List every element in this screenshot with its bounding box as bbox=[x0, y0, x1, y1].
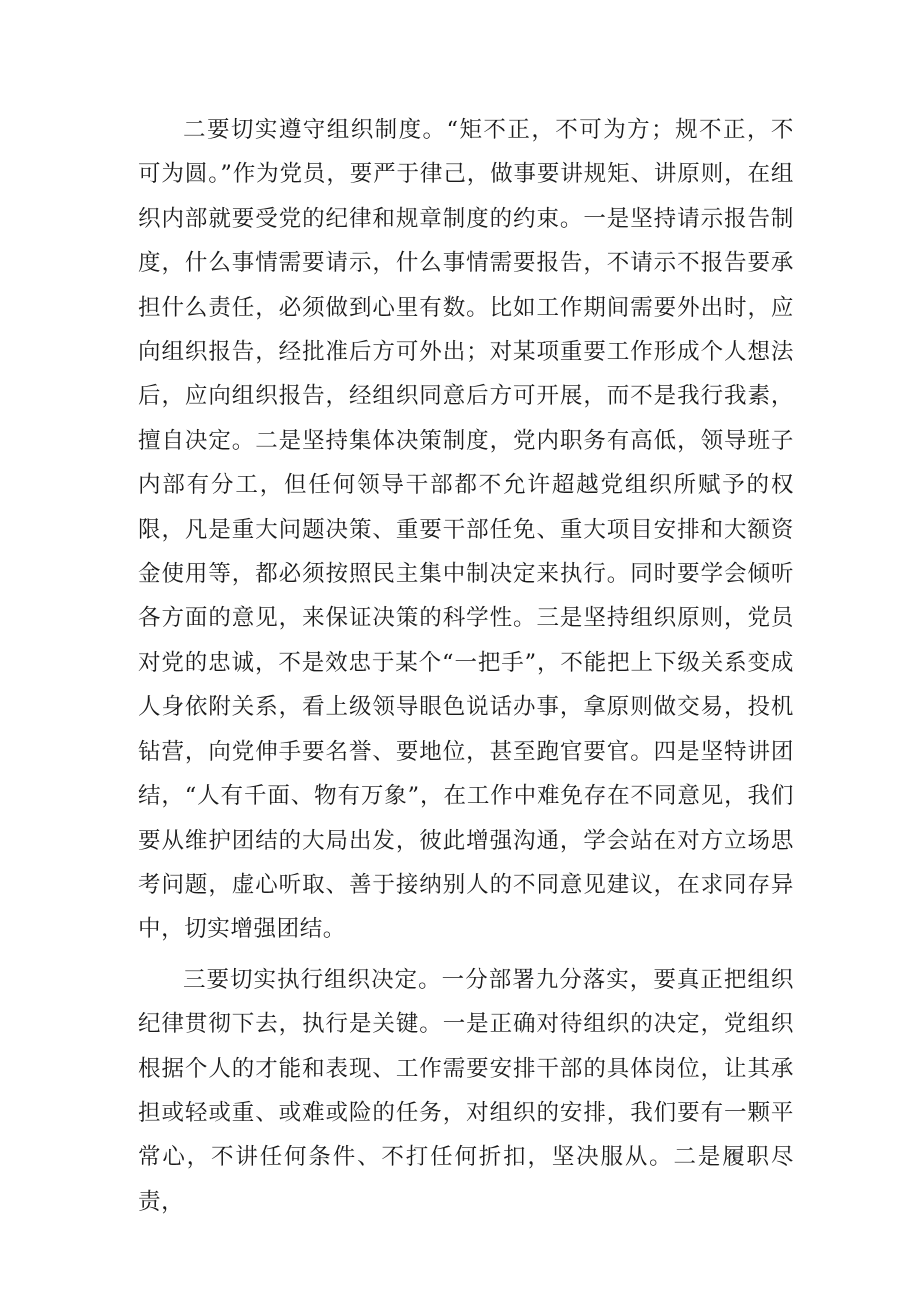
paragraph-organization-system: 二要切实遵守组织制度。“矩不正，不可为方；规不正，不可为圆。”作为党员，要严于律己，做事要讲规矩、讲原则，在组织内部就要受党的纪律和规章制度的约束。一是坚持请示报告制度，什么事情需要请示，什么事情需要报告，不请示不报告要承担什么责任，必须做到心里有数。比如工作期间需要外出时，应向组织报告，经批准后方可外出；对某项重要工作形成个人想法后，应向组织报告，经组织同意后方可开展，而不是我行我素，擅自决定。二是坚持集体决策制度，党内职务有高低，领导班子内部有分工，但任何领导干部都不允许超越党组织所赋予的权限，凡是重大问题决策、重要干部任免、重大项目安排和大额资金使用等，都必须按照民主集中制决定来执行。同时要学会倾听各方面的意见，来保证决策的科学性。三是坚持组织原则，党员对党的忠诚，不是效忠于某个“一把手”，不能把上下级关系变成人身依附关系，看上级领导眼色说话办事，拿原则做交易，投机钻营，向党伸手要名誉、要地位，甚至跑官要官。四是坚特讲团结，“人有千面、物有万象”，在工作中难免存在不同意见，我们要从维护团结的大局出发，彼此增强沟通，学会站在对方立场思考问题，虚心听取、善于接纳别人的不同意见建议，在求同存异中，切实增强团结。 bbox=[138, 117, 794, 943]
paragraph-organization-decision: 三要切实执行组织决定。一分部署九分落实，要真正把组织纪律贯彻下去，执行是关键。一是正确对待组织的决定，党组织根据个人的才能和表现、工作需要安排干部的具体岗位，让其承担或轻或重、或难或险的任务，对组织的安排，我们要有一颗平常心，不讲任何条件、不打任何折扣，坚决服从。二是履职尽责， bbox=[138, 966, 794, 1215]
document-body bbox=[138, 108, 794, 1224]
